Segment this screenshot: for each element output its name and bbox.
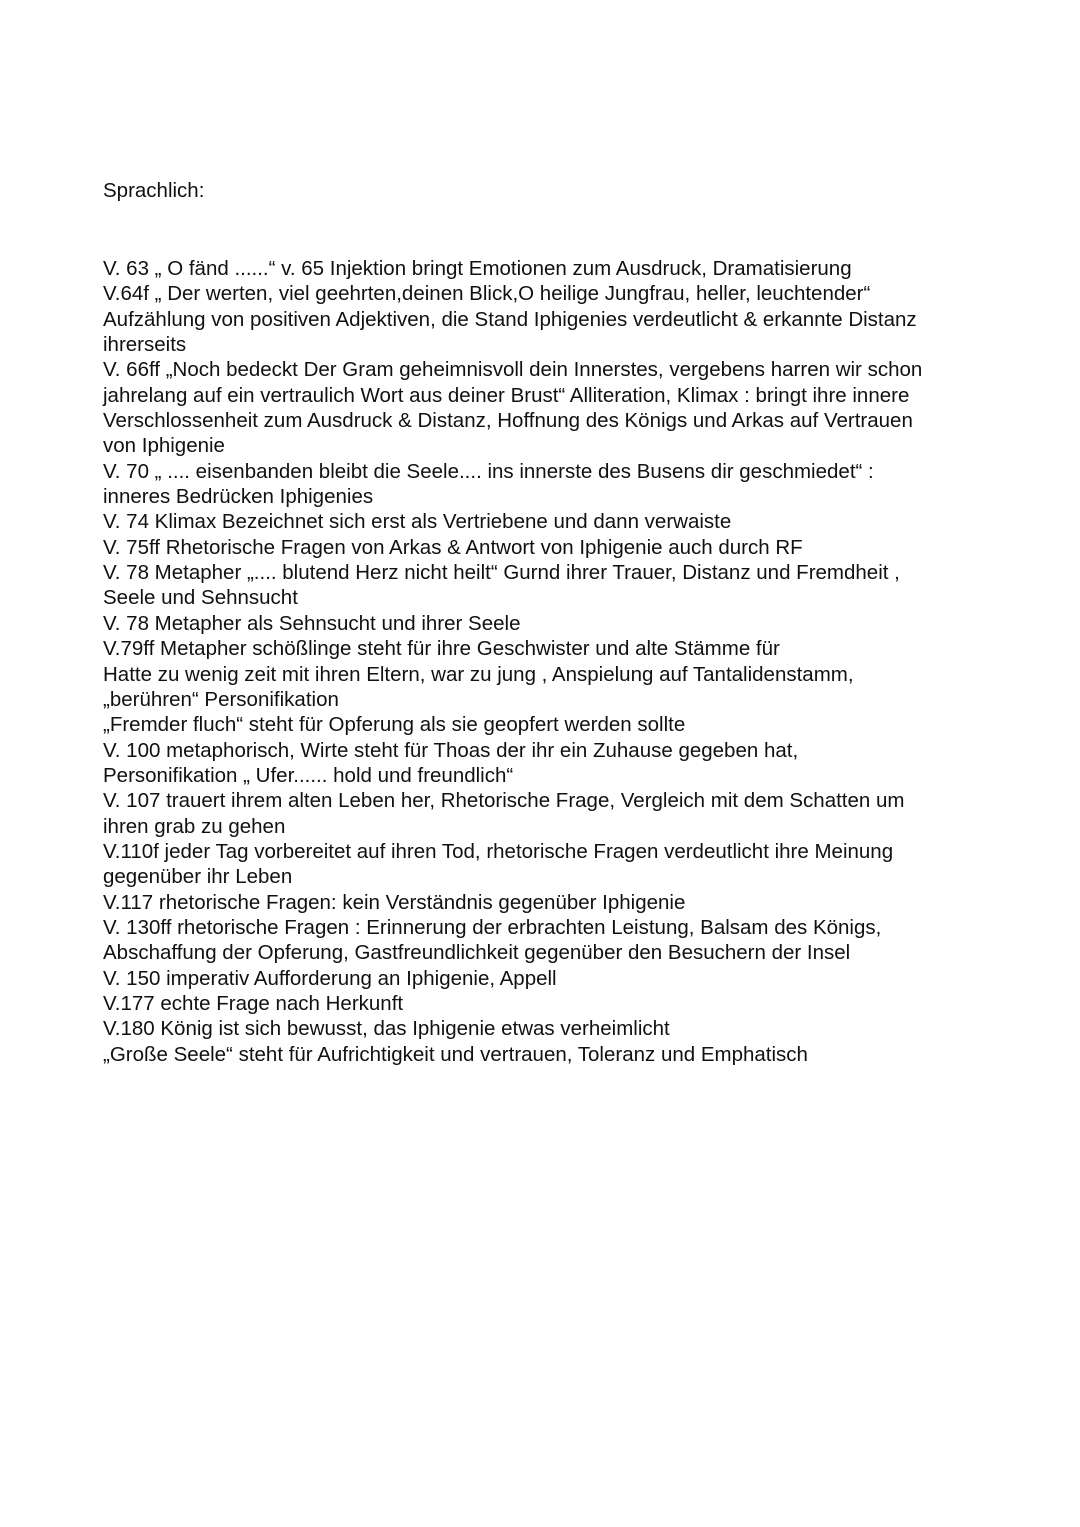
text-line: V. 74 Klimax Bezeichnet sich erst als Vertriebene und dann verwaiste <box>103 510 732 534</box>
text-line: jahrelang auf ein vertraulich Wort aus deiner Brust“ Alliteration, Klimax : bringt ihre innere <box>103 383 910 407</box>
text-line: Hatte zu wenig zeit mit ihren Eltern, war zu jung , Anspielung auf Tantalidenstamm, <box>103 662 854 686</box>
text-line: V.180 König ist sich bewusst, das Iphigenie etwas verheimlicht <box>103 1017 670 1041</box>
notes-body <box>103 256 1003 1067</box>
text-line: ihrerseits <box>103 333 187 357</box>
text-line: Personifikation „ Ufer...... hold und freundlich“ <box>103 763 514 787</box>
text-line: Verschlossenheit zum Ausdruck & Distanz, Hoffnung des Königs und Arkas auf Vertrauen <box>103 409 913 433</box>
text-line: „Fremder fluch“ steht für Opferung als sie geopfert werden sollte <box>103 713 686 737</box>
text-line: V.117 rhetorische Fragen: kein Verständnis gegenüber Iphigenie <box>103 890 686 914</box>
text-line: V. 78 Metapher als Sehnsucht und ihrer Seele <box>103 611 521 635</box>
text-line: von Iphigenie <box>103 434 225 458</box>
text-line: V. 130ff rhetorische Fragen : Erinnerung der erbrachten Leistung, Balsam des Königs, <box>103 915 882 939</box>
text-line: V.177 echte Frage nach Herkunft <box>103 991 404 1015</box>
text-line: V.110f jeder Tag vorbereitet auf ihren Tod, rhetorische Fragen verdeutlicht ihre Meinung <box>103 839 894 863</box>
text-line: V.64f „ Der werten, viel geehrten,deinen Blick,O heilige Jungfrau, heller, leuchtender“ <box>103 282 871 306</box>
section-heading: Sprachlich: <box>103 179 205 202</box>
text-line: „Große Seele“ steht für Aufrichtigkeit und vertrauen, Toleranz und Emphatisch <box>103 1042 808 1066</box>
text-line: gegenüber ihr Leben <box>103 865 293 889</box>
text-line: V. 78 Metapher „.... blutend Herz nicht heilt“ Gurnd ihrer Trauer, Distanz und Fremdheit , <box>103 561 900 585</box>
text-line: „berühren“ Personifikation <box>103 687 339 711</box>
text-line: V. 75ff Rhetorische Fragen von Arkas & Antwort von Iphigenie auch durch RF <box>103 535 803 559</box>
text-line: V. 100 metaphorisch, Wirte steht für Thoas der ihr ein Zuhause gegeben hat, <box>103 738 799 762</box>
text-line: ihren grab zu gehen <box>103 814 286 838</box>
text-line: V. 107 trauert ihrem alten Leben her, Rhetorische Frage, Vergleich mit dem Schatten um <box>103 789 905 813</box>
text-line: Aufzählung von positiven Adjektiven, die Stand Iphigenies verdeutlicht & erkannte Distanz <box>103 307 917 331</box>
text-line: inneres Bedrücken Iphigenies <box>103 485 374 509</box>
text-line: V. 70 „ .... eisenbanden bleibt die Seele.... ins innerste des Busens dir geschmiedet“ : <box>103 459 874 483</box>
text-line: Seele und Sehnsucht <box>103 586 298 610</box>
text-line: V. 66ff „Noch bedeckt Der Gram geheimnisvoll dein Innerstes, vergebens harren wir schon <box>103 358 923 382</box>
text-line: Abschaffung der Opferung, Gastfreundlichkeit gegenüber den Besuchern der Insel <box>103 941 851 965</box>
text-line: V. 150 imperativ Aufforderung an Iphigenie, Appell <box>103 966 557 990</box>
text-line: V. 63 „ O fänd ......“ v. 65 Injektion bringt Emotionen zum Ausdruck, Dramatisierung <box>103 257 852 280</box>
text-line: V.79ff Metapher schößlinge steht für ihre Geschwister und alte Stämme für <box>103 637 780 661</box>
